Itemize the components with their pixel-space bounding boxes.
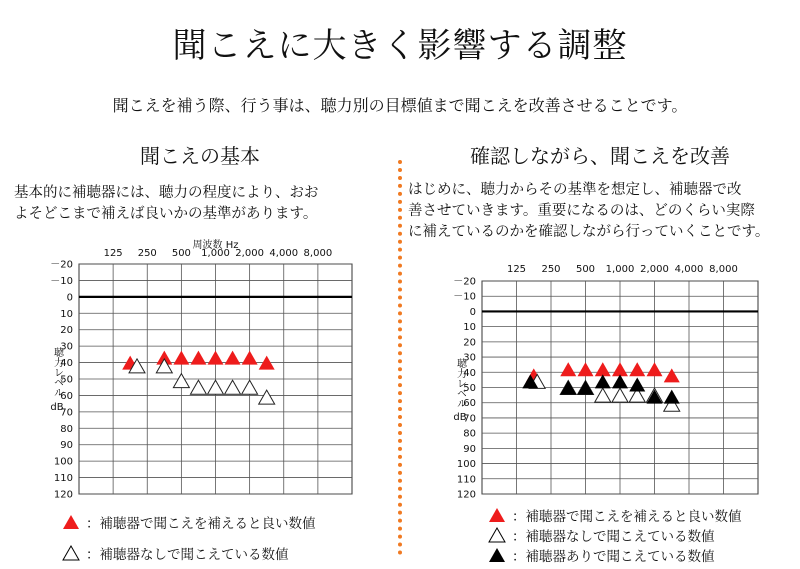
- x-tick-label: 1,000: [605, 264, 635, 275]
- y-tick-label: 0: [66, 292, 73, 304]
- y-tick-label: 100: [456, 459, 476, 471]
- left-body-line: よそどこまで補えば良いかの基準があります。: [14, 206, 318, 222]
- y-tick-label: －10: [50, 275, 73, 287]
- y-tick-label: －20: [453, 276, 476, 288]
- black-triangle-marker: [664, 390, 680, 404]
- y-tick-label: 120: [456, 489, 476, 501]
- y-tick-label: 60: [60, 390, 73, 402]
- red-triangle-icon: [488, 507, 506, 523]
- x-tick-label: 8,000: [303, 248, 333, 259]
- red-triangle-marker: [629, 362, 645, 376]
- y-tick-label: 30: [463, 352, 476, 364]
- y-axis-title: 聴力レベル: [454, 358, 466, 408]
- white-triangle-marker: [612, 388, 628, 402]
- white-triangle-marker: [595, 388, 611, 402]
- y-tick-label: 50: [463, 383, 476, 394]
- legend-label: ：補聴器なしで聞こえている数値: [512, 529, 715, 545]
- white-triangle-icon: [488, 527, 506, 543]
- x-tick-label: 4,000: [269, 248, 299, 259]
- legend-item-right-black: [488, 545, 715, 565]
- y-tick-label: 90: [463, 443, 476, 455]
- y-tick-label: 10: [60, 308, 73, 320]
- black-triangle-marker: [629, 377, 645, 391]
- x-tick-label: 250: [137, 248, 157, 259]
- y-tick-label: 100: [53, 456, 73, 468]
- x-tick-label: 2,000: [640, 264, 669, 275]
- y-tick-label: 60: [463, 398, 476, 410]
- y-tick-label: 70: [463, 413, 476, 425]
- right-body-line: はじめに、聴力からその基準を想定し、補聴器で改: [408, 182, 742, 198]
- y-tick-label: －20: [50, 259, 73, 271]
- black-triangle-marker: [647, 390, 663, 404]
- page-title: 聞こえに大きく影響する調整: [172, 26, 628, 66]
- black-triangle-icon: [488, 547, 506, 563]
- legend-label: ：補聴器で聞こえを補えると良い数値: [86, 516, 316, 532]
- y-axis-title: 聴力レベル: [51, 347, 63, 397]
- x-tick-label: 125: [506, 264, 527, 275]
- red-triangle-marker: [578, 362, 594, 376]
- left-body-line: 基本的に補聴器には、聴力の程度により、おお: [14, 185, 319, 201]
- red-triangle-marker: [595, 362, 611, 376]
- y-tick-label: 0: [469, 306, 476, 318]
- y-tick-label: 40: [60, 358, 73, 370]
- y-tick-label: 20: [463, 337, 476, 349]
- y-tick-label: 90: [60, 440, 73, 452]
- x-tick-label: 2,000: [235, 248, 264, 259]
- white-triangle-icon: [62, 545, 80, 561]
- red-triangle-marker: [560, 362, 576, 376]
- legend-item-left-red: [62, 512, 316, 532]
- legend-label: ：補聴器なしで聞こえている数値: [86, 547, 289, 563]
- legend-item-right-red: [488, 505, 742, 525]
- red-triangle-marker: [647, 362, 663, 376]
- right-body-line: 善させていきます。重要になるのは、どのくらい実際: [408, 203, 755, 219]
- x-tick-label: 500: [575, 264, 596, 275]
- y-tick-label: 80: [60, 423, 73, 435]
- black-triangle-marker: [612, 374, 628, 388]
- left-heading: 聞こえの基本: [140, 144, 260, 168]
- legend-label: ：補聴器で聞こえを補えると良い数値: [512, 509, 742, 525]
- black-triangle-marker: [595, 374, 611, 388]
- legend-item-left-white: [62, 543, 289, 563]
- y-tick-label: 110: [456, 474, 476, 486]
- x-tick-label: 500: [171, 248, 191, 259]
- x-tick-label: 8,000: [709, 264, 738, 275]
- page-subtitle: 聞こえを補う際、行う事は、聴力別の目標値まで聞こえを改善させることです。: [112, 96, 688, 115]
- y-tick-label: 110: [53, 473, 73, 485]
- y-tick-label: －10: [453, 291, 476, 303]
- red-triangle-marker: [664, 368, 680, 382]
- y-tick-label: 20: [60, 325, 73, 337]
- red-triangle-marker: [612, 362, 628, 376]
- y-tick-label: 40: [463, 367, 476, 379]
- x-tick-label: 125: [103, 248, 123, 259]
- y-tick-label: 120: [53, 489, 73, 501]
- x-tick-label: 250: [541, 264, 561, 275]
- legend-label: ：補聴器ありで聞こえている数値: [512, 549, 715, 565]
- y-axis-unit: dB: [50, 402, 64, 413]
- right-body-line: に補えているのかを確認しながら行っていくことです。: [408, 224, 770, 240]
- x-tick-label: 1,000: [201, 248, 230, 259]
- y-tick-label: 70: [60, 407, 73, 419]
- y-tick-label: 50: [60, 374, 73, 386]
- y-axis-unit: dB: [453, 412, 467, 423]
- y-tick-label: 30: [60, 341, 73, 353]
- y-tick-label: 10: [463, 322, 476, 334]
- x-tick-label: 4,000: [674, 264, 704, 275]
- right-heading: 確認しながら、聞こえを改善: [470, 144, 730, 168]
- x-axis-title: 周波数 Hz: [192, 240, 239, 251]
- legend-item-right-white: [488, 525, 715, 545]
- red-triangle-icon: [62, 514, 80, 530]
- y-tick-label: 80: [463, 428, 476, 440]
